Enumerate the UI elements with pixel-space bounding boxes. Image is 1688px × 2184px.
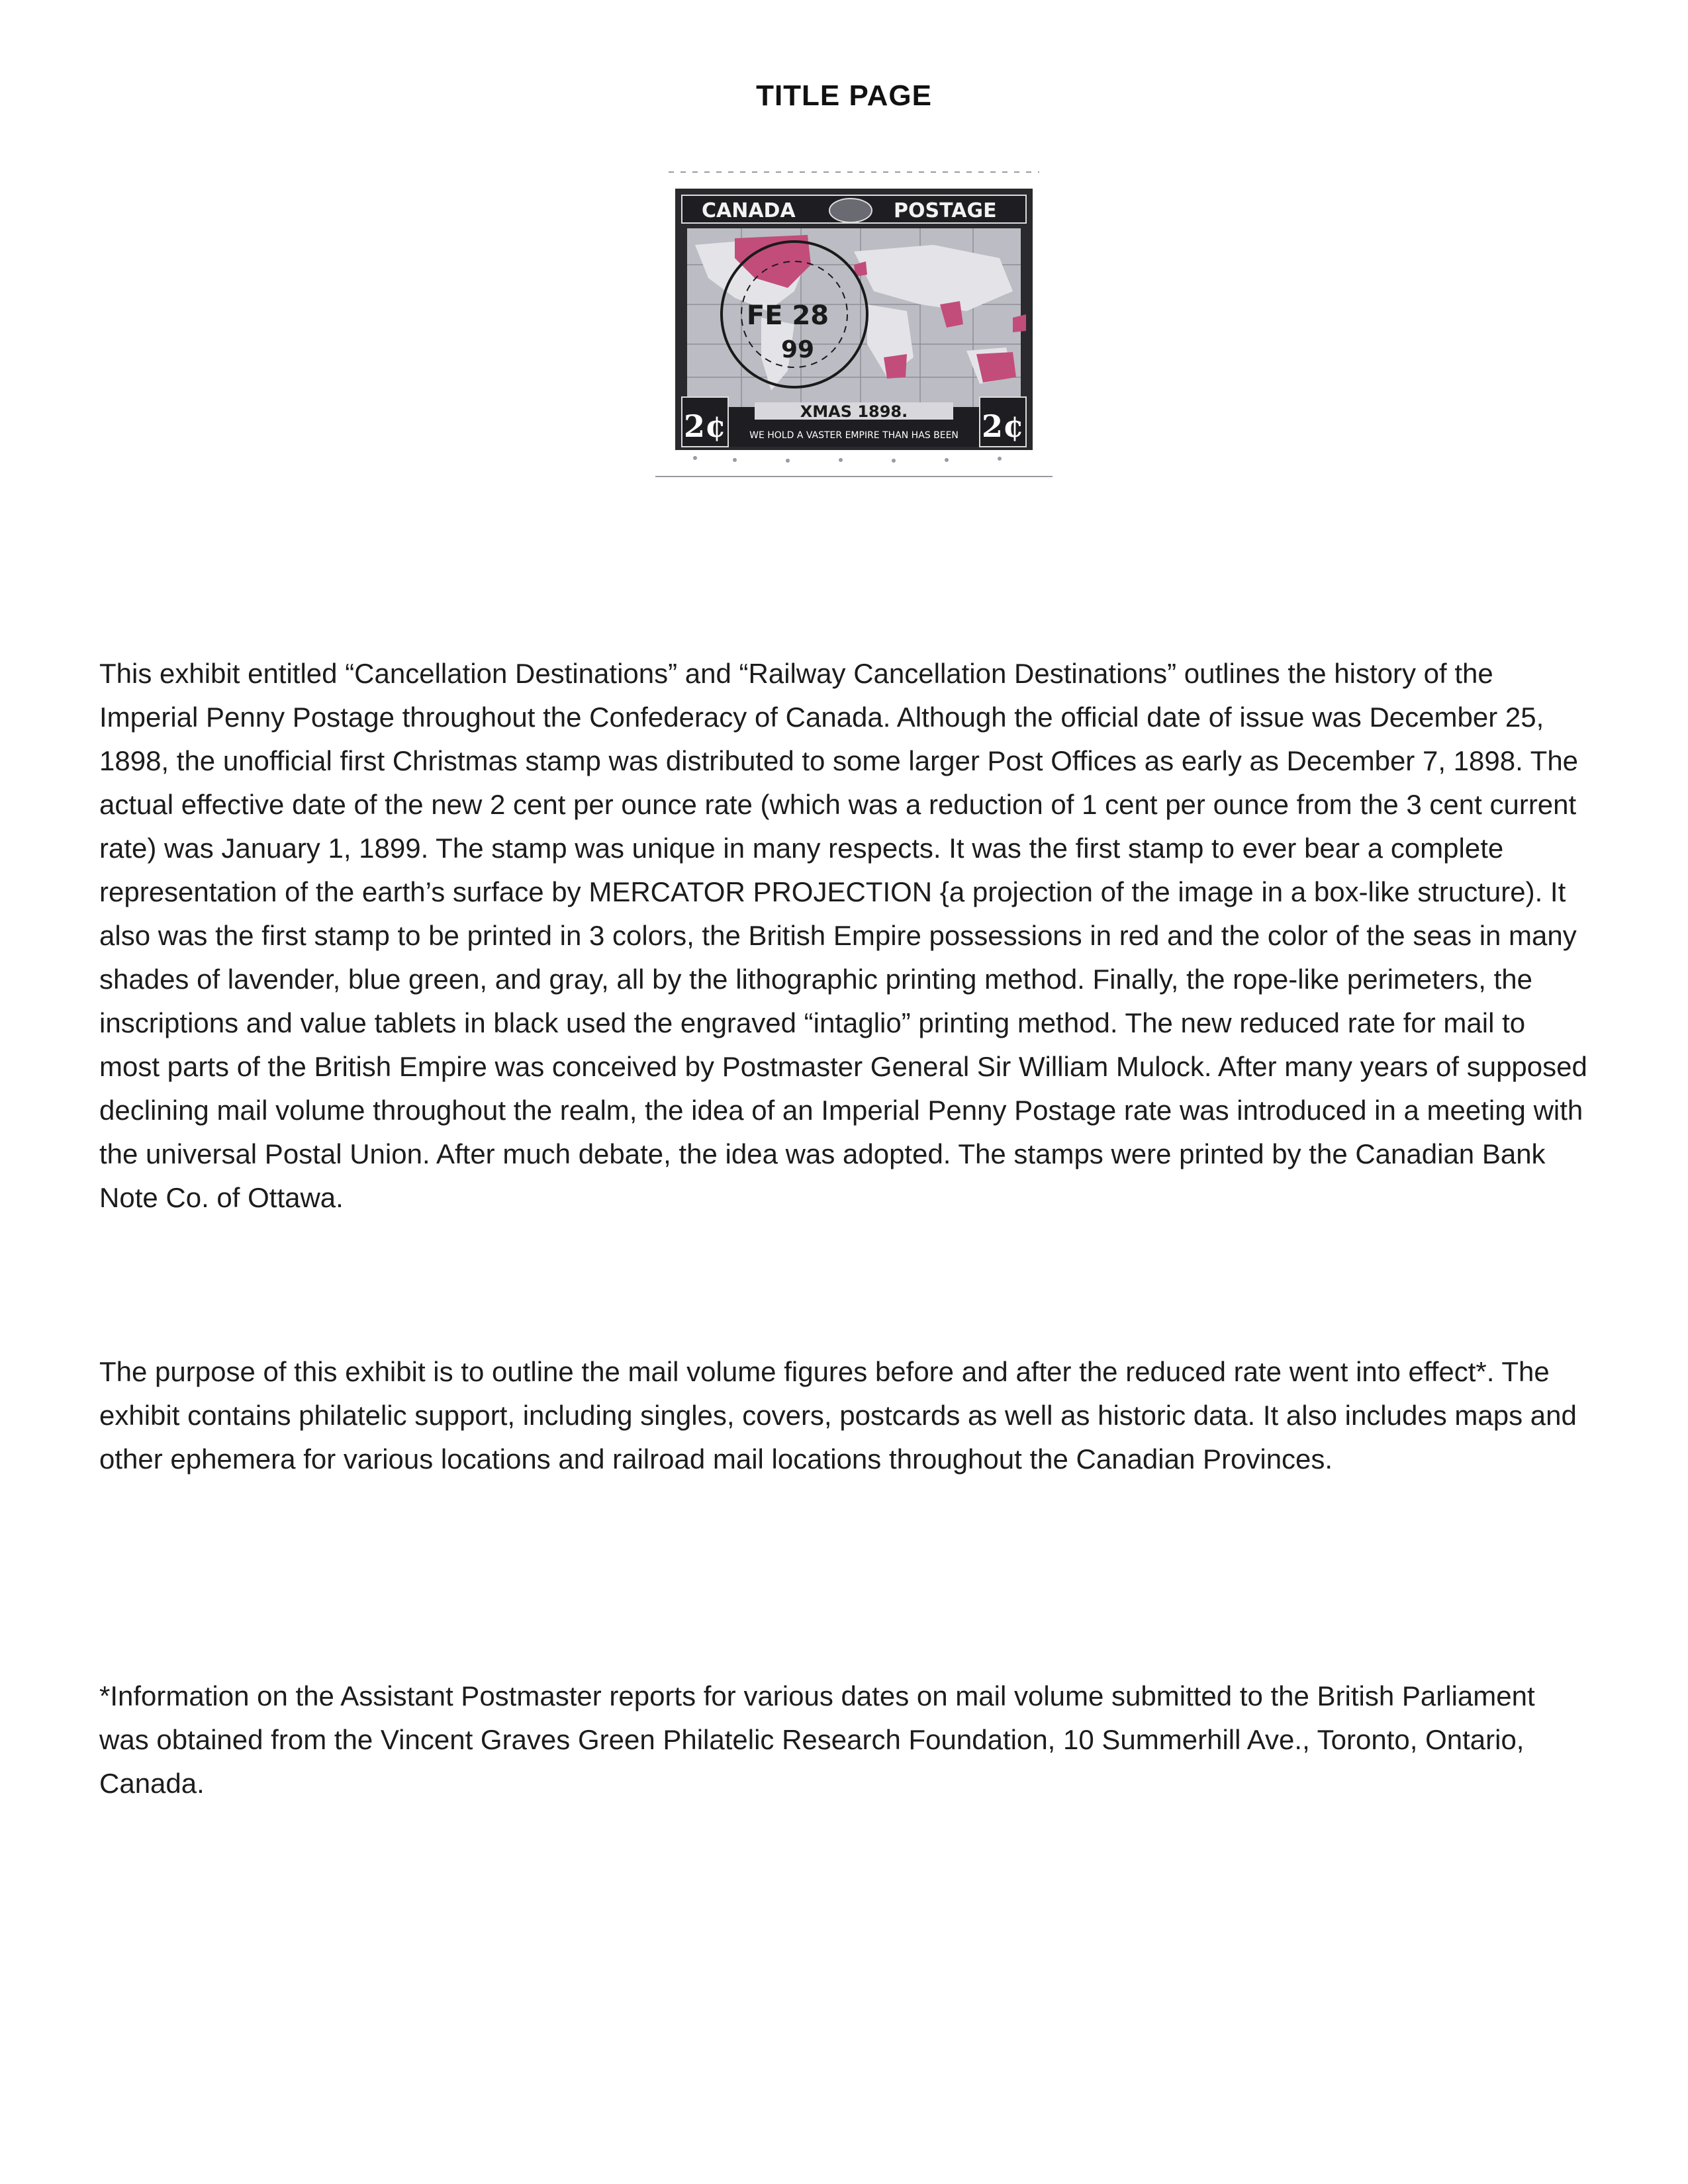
stamp-motto: WE HOLD A VASTER EMPIRE THAN HAS BEEN (749, 430, 959, 441)
paragraph-exhibit-purpose: The purpose of this exhibit is to outline the mail volume figures before and after the reduced rate went into effect*. The exhibit contains philatelic support, including singles, covers, postcards as well as historic data. It also includes maps and other ephemera for various locations and railroad mail locations throughout the Canadian Provinces. (99, 1356, 1577, 1475)
paragraph-exhibit-history: This exhibit entitled “Cancellation Destinations” and “Railway Cancellation Destinations” outlines the history of the Imperial Penny Postage throughout the Confederacy of Canada. Although the official date of issue was December 25, 1898, the unofficial first Christmas stamp was distributed to some larger Post Offices as early as December 7, 1898. The actual effective date of the new 2 cent per ounce rate (which was a reduction of 1 cent per ounce from the 3 cent current rate) was January 1, 1899. The stamp was unique in many respects. It was the first stamp to ever bear a complete representation of the earth’s surface by MERCATOR PROJECTION {a projection of the image in a box-like structure). It also was the first stamp to be printed in 3 colors, the British Empire possessions in red and the color of the seas in many shades of lavender, blue green, and gray, all by the lithographic printing method. Finally, the rope-like perimeters, the inscriptions and value tablets in black used the engraved “intaglio” printing method. The new reduced rate for mail to most parts of the British Empire was conceived by Postmaster General Sir William Mulock. After many years of supposed declining mail volume throughout the realm, the idea of an Imperial Penny Postage rate was introduced in a meeting with the universal Postal Union. After much debate, the idea was adopted. The stamps were printed by the Canadian Bank Note Co. of Ottawa. (99, 658, 1587, 1213)
paragraph-footnote: *Information on the Assistant Postmaster reports for various dates on mail volume submitted to the British Parliament was obtained from the Vincent Graves Green Philatelic Research Foundation, 10 Summerhill Ave., Toronto, Ontario, Canada. (99, 1680, 1535, 1799)
crown-emblem-icon (829, 199, 872, 222)
stamp-image (655, 159, 1053, 483)
postmark-year: 99 (780, 336, 815, 363)
stamp-country-label: CANADA (702, 199, 796, 222)
map-empire-australia (976, 352, 1016, 383)
stamp-postage-label: POSTAGE (894, 199, 997, 222)
stamp-illustration (655, 159, 1053, 483)
map-empire-south-africa (884, 354, 907, 379)
page-title: TITLE PAGE (756, 79, 932, 112)
stamp-xmas-label: XMAS 1898. (800, 402, 908, 421)
stamp-value-left: 2¢ (683, 408, 727, 444)
stamp-value-right: 2¢ (981, 408, 1025, 444)
postmark-date: FE 28 (746, 300, 829, 331)
